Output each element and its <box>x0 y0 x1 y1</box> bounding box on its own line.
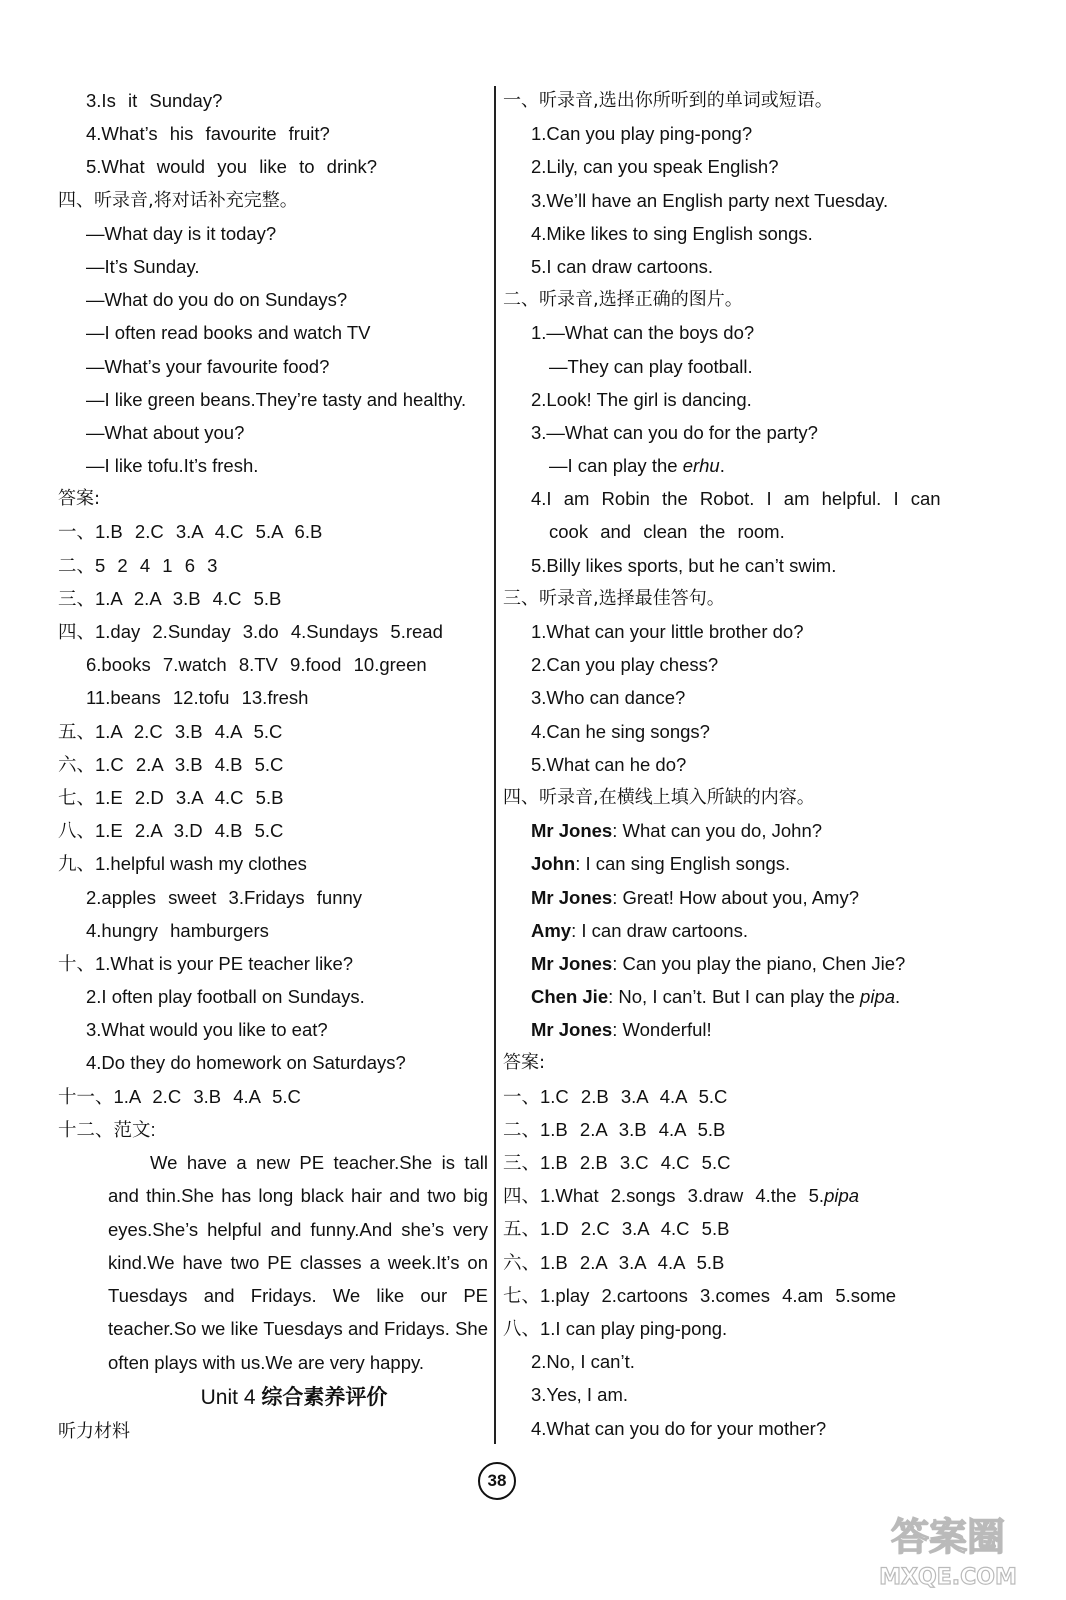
answer-line <box>503 1179 943 1212</box>
answer-line: 6.books 7.watch 8.TV 9.food 10.green <box>86 654 427 676</box>
speaker-name: Mr Jones <box>531 886 613 908</box>
listening-item: 5.I can draw cartoons. <box>531 255 714 277</box>
listening-material-label: 听力材料 <box>58 1421 130 1443</box>
answer-line: 五、1.A 2.C 3.B 4.A 5.C <box>58 720 283 742</box>
watermark-cn: 答案圈 <box>890 1515 1006 1559</box>
listening-item: 4.Mike likes to sing English songs. <box>531 222 813 244</box>
dialogue-emphasis: pipa <box>860 986 896 1008</box>
intro-question: 5.What would you like to drink? <box>86 156 378 178</box>
answer-line: 八、1.I can play ping-pong. <box>503 1317 728 1339</box>
watermark-en: MXQE.COM <box>879 1565 1017 1590</box>
intro-question: 4.What’s his favourite fruit? <box>86 123 330 145</box>
answer-emphasis: pipa <box>824 1185 860 1207</box>
answer-line: 三、1.A 2.A 3.B 4.C 5.B <box>58 587 282 609</box>
dialogue-line: —It’s Sunday. <box>86 255 200 277</box>
answer-line: 七、1.play 2.cartoons 3.comes 4.am 5.some <box>503 1284 897 1306</box>
dialogue-line: —What about you? <box>86 421 245 443</box>
dialogue-punct: . <box>895 986 901 1008</box>
answer-line: 2.No, I can’t. <box>531 1351 635 1373</box>
answer-line: 3.Yes, I am. <box>531 1384 629 1406</box>
answer-line: 二、1.B 2.A 3.B 4.A 5.B <box>503 1118 726 1140</box>
dialogue-line: —What’s your favourite food? <box>86 355 330 377</box>
answer-text: 四、1.What 2.songs 3.draw 4.the 5. <box>503 1185 825 1207</box>
answers-heading: 答案: <box>503 1052 546 1074</box>
dialogue-text: Can you play the piano, Chen Jie? <box>622 952 906 974</box>
answer-line: 4.What can you do for your mother? <box>531 1417 827 1439</box>
answer-line: 六、1.C 2.A 3.B 4.B 5.C <box>58 753 284 775</box>
answer-line: 八、1.E 2.A 3.D 4.B 5.C <box>58 820 284 842</box>
listening-item: 2.Can you play chess? <box>531 654 719 676</box>
dialogue-line: John: I can sing English songs. <box>531 853 791 875</box>
listening-item: 1.What can your little brother do? <box>531 621 804 642</box>
speaker-name: John <box>531 853 576 875</box>
dialogue-text: Great! How about you, Amy? <box>622 886 860 908</box>
answer-line: 三、1.B 2.B 3.C 4.C 5.C <box>503 1152 731 1173</box>
dialogue-text: No, I can’t. But I can play the <box>618 986 861 1008</box>
listening-item <box>503 449 943 482</box>
dialogue-line: —What day is it today? <box>86 222 277 244</box>
reply-text: —I can play the <box>549 455 683 477</box>
listening-item: 2.Lily, can you speak English? <box>531 156 779 178</box>
unit-title <box>58 1379 490 1415</box>
answers-heading: 答案: <box>58 488 101 510</box>
answer-line: 二、5 2 4 1 6 3 <box>58 554 218 576</box>
reply-punct: . <box>719 455 725 477</box>
listening-item: 1.Can you play ping-pong? <box>531 123 753 145</box>
dialogue-line: —I like tofu.It’s fresh. <box>86 455 259 477</box>
answer-line: 4.hungry hamburgers <box>86 919 269 941</box>
unit-title-cn: 综合素养评价 <box>261 1385 388 1410</box>
dialogue-line: Chen Jie: No, I can’t. But I can play the pipa. <box>531 986 901 1008</box>
watermark-logo <box>850 1502 1046 1592</box>
intro-question: 3.Is it Sunday? <box>86 90 223 111</box>
dialogue-line: Amy: I can draw cartoons. <box>531 919 748 941</box>
answer-line: 4.Do they do homework on Saturdays? <box>86 1052 406 1074</box>
answer-line: 十、1.What is your PE teacher like? <box>58 952 354 974</box>
dialogue-line: Mr Jones: Wonderful! <box>531 1019 712 1041</box>
answer-line: 2.apples sweet 3.Fridays funny <box>86 886 363 908</box>
answer-line: 六、1.B 2.A 3.A 4.A 5.B <box>503 1251 725 1273</box>
page-number: 38 <box>478 1462 516 1500</box>
reply-emphasis: erhu <box>682 455 720 477</box>
answer-line: 五、1.D 2.C 3.A 4.C 5.B <box>503 1218 730 1240</box>
dialogue-line: Mr Jones: Great! How about you, Amy? <box>531 886 860 908</box>
unit-title-en: Unit 4 <box>200 1386 256 1410</box>
section-heading: 四、听录音,在横线上填入所缺的内容。 <box>503 786 815 808</box>
column-divider <box>494 86 496 1444</box>
answer-line: 七、1.E 2.D 3.A 4.C 5.B <box>58 786 284 808</box>
listening-item: 3.—What can you do for the party? <box>531 421 818 443</box>
dialogue-line: —I often read books and watch TV <box>86 322 371 344</box>
essay-text: We have a new PE teacher.She is tall and thin.She has long black hair and two big eyes.She’s helpful and funny.And she’s very kind.We have two PE classes a week.It’s on Tuesdays and Fridays. We like our PE teacher.So we like Tuesdays and Fridays. She often plays with us.We are very happy. <box>108 1152 488 1373</box>
dialogue-text: What can you do, John? <box>622 820 823 842</box>
listening-item: 4.I am Robin the Robot. I am helpful. I can <box>531 488 941 510</box>
section-heading: 一、听录音,选出你所听到的单词或短语。 <box>503 90 833 111</box>
answer-line: 十一、1.A 2.C 3.B 4.A 5.C <box>58 1085 301 1107</box>
listening-item: 5.What can he do? <box>531 753 687 775</box>
listening-item: 4.Can he sing songs? <box>531 720 710 742</box>
section-heading: 四、听录音,将对话补充完整。 <box>58 189 298 211</box>
dialogue-text: I can sing English songs. <box>585 853 791 875</box>
answer-line: 一、1.B 2.C 3.A 4.C 5.A 6.B <box>58 521 323 543</box>
speaker-name: Amy <box>531 919 572 941</box>
listening-item: 2.Look! The girl is dancing. <box>531 388 752 410</box>
dialogue-text: Wonderful! <box>622 1019 712 1041</box>
speaker-name: Mr Jones <box>531 820 613 842</box>
answer-line: 十二、范文: <box>58 1118 156 1140</box>
speaker-name: Mr Jones <box>531 952 613 974</box>
dialogue-line: —What do you do on Sundays? <box>86 289 348 311</box>
speaker-name: Mr Jones <box>531 1019 613 1041</box>
section-heading: 二、听录音,选择正确的图片。 <box>503 289 743 311</box>
answer-line: 2.I often play football on Sundays. <box>86 986 365 1008</box>
answer-line: 3.What would you like to eat? <box>86 1019 328 1041</box>
listening-item: 3.Who can dance? <box>531 687 686 709</box>
listening-item: —They can play football. <box>549 355 753 377</box>
dialogue-text: I can draw cartoons. <box>581 919 748 941</box>
dialogue-line: Mr Jones: What can you do, John? <box>531 820 823 842</box>
listening-item: cook and clean the room. <box>549 521 785 543</box>
right-column <box>503 84 943 1445</box>
left-column <box>58 84 490 1448</box>
speaker-name: Chen Jie <box>531 986 609 1008</box>
section-heading: 三、听录音,选择最佳答句。 <box>503 587 725 609</box>
listening-item: 1.—What can the boys do? <box>531 322 755 344</box>
dialogue-line: Mr Jones: Can you play the piano, Chen Jie? <box>531 952 906 974</box>
answer-line: 11.beans 12.tofu 13.fresh <box>86 687 309 709</box>
dialogue-line: —I like green beans.They’re tasty and healthy. <box>86 388 467 410</box>
model-essay <box>58 1146 488 1379</box>
answer-line: 一、1.C 2.B 3.A 4.A 5.C <box>503 1085 728 1107</box>
listening-item: 5.Billy likes sports, but he can’t swim. <box>531 554 837 576</box>
listening-item: 3.We’ll have an English party next Tuesday. <box>531 189 889 211</box>
answer-line: 九、1.helpful wash my clothes <box>58 853 307 875</box>
answer-line: 四、1.day 2.Sunday 3.do 4.Sundays 5.read <box>58 621 443 642</box>
